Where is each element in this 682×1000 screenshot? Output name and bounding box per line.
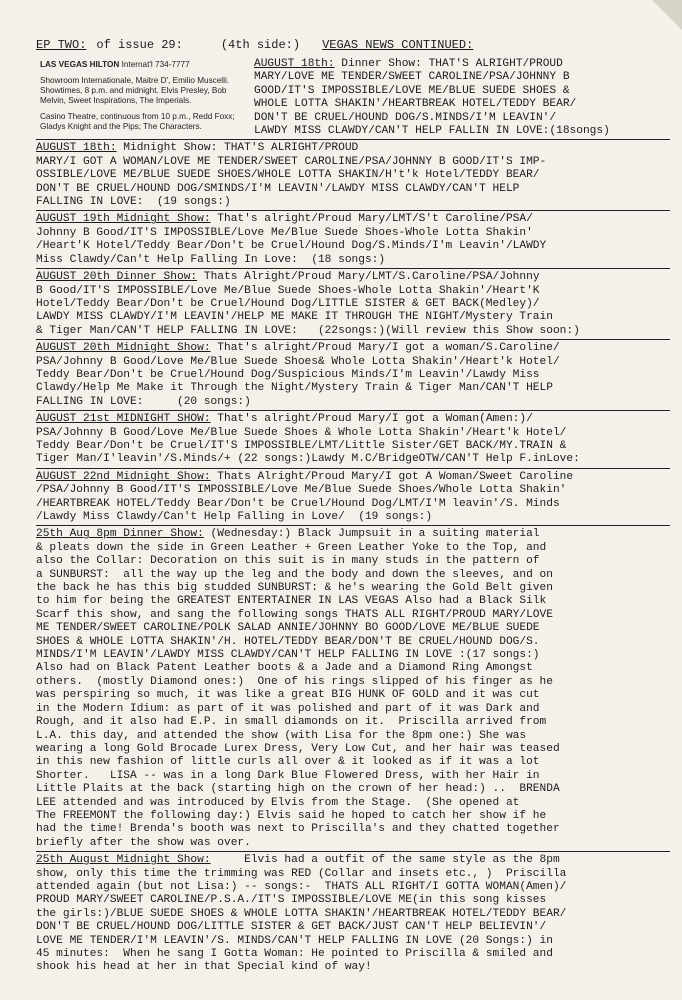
entry-aug25-midnight — [36, 852, 670, 976]
entry-aug18-midnight — [36, 139, 670, 211]
side-label: (4th side:) — [220, 38, 301, 52]
clipping-casino: Casino Theatre, continuous from 10 p.m., Redd Foxx; Gladys Knight and the Pips; The Characters. — [40, 112, 235, 131]
entry-heading: 25th Aug 8pm Dinner Show: — [36, 528, 204, 541]
entry-text: That's alright/Proud Mary/I got a woman/S.Caroline/ PSA/Johnny B Good/Love Me/Blue Suede Shoes& Whole Lotta Shakin'/Heart'k Hotel/ Teddy Bear/Don't be Cruel/Hound Dog/Suspicious Minds/I'm Leavin'/Lawdy Miss Clawdy/Help Me Make it Through the Night/Mystery Train & Tiger Man/CAN'T HELP FALLING IN LOVE: (20 songs:) — [36, 342, 560, 408]
entry-aug22-midnight — [36, 469, 670, 527]
entry-text: Thats Alright/Proud Mary/LMT/S.Caroline/PSA/Johnny B Good/IT'S IMPOSSIBLE/Love Me/Blue Suede Shoes-Whole Lotta Shakin'/Heart'K Hotel/Teddy Bear/Don't be Cruel/Hound Dog/LITTLE SISTER & GET BACK(Medley)/ LAWDY MISS CLAWDY/I'M LEAVIN'/HELP ME MAKE IT THROUGH THE NIGHT/Mystery Train & Tiger Man/CAN'T HELP FALLING IN LOVE: (22songs:)(Will review this Show soon:) — [36, 271, 580, 337]
entry-heading: AUGUST 18th: — [254, 58, 335, 70]
entry-heading: AUGUST 19th Midnight Show: — [36, 213, 211, 226]
entry-text: Dinner Show: THAT'S ALRIGHT/PROUD MARY/LOVE ME TENDER/SWEET CAROLINE/PSA/JOHNNY B GOOD/IT'S IMPOSSIBLE/LOVE ME/BLUE SUEDE SHOES & WHOLE LOTTA SHAKIN'/HEARTBREAK HOTEL/TEDDY BEAR/ DON'T BE CRUEL/HOUND DOG/S.MINDS/I'M LEAVIN'/ LAWDY MISS CLAWDY/CAN'T HELP FALLIN IN LOVE:(18songs) — [254, 58, 610, 138]
entry-heading: AUGUST 21st MIDNIGHT SHOW: — [36, 413, 211, 426]
newspaper-clipping — [40, 60, 246, 139]
entry-heading: AUGUST 22nd Midnight Show: — [36, 470, 211, 483]
entry-aug20-midnight — [36, 340, 670, 411]
clipping-showroom: Showroom Internationale, Maitre D', Emilio Muscelli. Showtimes, 8 p.m. and midnight. Elvis Presley, Bob Melvin, Sweet Inspirations, The Imperials. — [40, 76, 230, 105]
entry-text: Midnight Show: THAT'S ALRIGHT/PROUD MARY/I GOT A WOMAN/LOVE ME TENDER/SWEET CAROLINE/PSA/JOHNNY B GOOD/IT'S IMP- OSSIBLE/LOVE ME/BLUE SUEDE SHOES/WHOLE LOTTA SHAKIN/H't'k Hotel/TEDDY BEAR/ DON'T BE CRUEL/HOUND DOG/SMINDS/I'M LEAVIN'/LAWDY MISS CLAWDY/CAN'T HELP FALLING IN LOVE: (19 songs:) — [36, 142, 547, 209]
clipping-headline-row — [40, 60, 246, 70]
folded-corner — [652, 0, 682, 30]
section-title: VEGAS NEWS CONTINUED: — [322, 38, 474, 52]
ep-label: EP TWO: — [36, 38, 87, 52]
entry-text: That's alright/Proud Mary/LMT/S't Caroline/PSA/ Johnny B Good/IT'S IMPOSSIBLE/Love Me/Blue Suede Shoes-Whole Lotta Shakin' /Heart'K Hotel/Teddy Bear/Don't be Cruel/Hound Dog/S.Minds/I'm Leavin'/LAWDY Miss Clawdy/Can't Help Falling In Love: (18 songs:) — [36, 213, 547, 266]
entry-text: (Wednesday:) Black Jumpsuit in a suiting material & pleats down the side in Green Leather + Green Leather Yoke to the Top, and also the Collar: Decoration on this suit is in many studs in the pattern of a SUNBURST: all the way up the leg and the body and down the sleeves, and on the back he has this big studded SUNBURST: & he's wearing the Gold Belt given to him for being the GREATEST ENTERTAINER IN LAS VEGAS Also had a Black Silk Scarf this show, and sang the following songs THATS ALL RIGHT/PROUD MARY/LOVE ME TENDER/SWEET CAROLINE/POLK SALAD ANNIE/JOHNNY BO GOOD/LOVE ME/BLUE SUEDE SHOES & WHOLE LOTTA SHAKIN'/H. HOTEL/TEDDY BEAR/DON'T BE CRUEL/HOUND DOG/S. MINDS/I'M LEAVIN'/LAWDY MISS CLAWDY/CAN'T HELP FALLING IN LOVE :(17 songs:) Also had on Black Patent Leather boots & a Jade and a Diamond Ring Amongst others. (mostly Diamond ones:) One of his rings slipped of his finger as he was perspiring so much, it was like a great BIG HUNK OF GOLD and it was cut in the Modern Idium: as part of it was polished and part of it was Dark and Rough, and it also had E.P. in small diamonds on it. Priscilla arrived from L.A. this day, and attended the show (with Lisa for the 8pm one:) She was wearing a long Gold Brocade Lurex Dress, Very Low Cut, and her hair was teased in this new fashion of little curls all over & it looked as if it was a lot Shorter. LISA -- was in a long Dark Blue Flowered Dress, with her Hair in Little Plaits at the back (starting high on the crown of her head:) .. BRENDA LEE attended and was introduced by Elvis from the Stage. (She opened at The FREEMONT the following day:) Elvis said he hoped to catch her show if he had the time! Brenda's booth was next to Priscilla's and they chatted together briefly after the show was over. — [36, 528, 560, 849]
entry-aug25-dinner — [36, 526, 670, 852]
entry-text: That's alright/Proud Mary/I got a Woman(Amen:)/ PSA/Johnny B Good/Love Me/Blue Suede Shoes & Whole Lotta Shakin'/Heart'k Hotel/ Teddy Bear/Don't be Cruel/IT'S IMPOSSIBLE/LMT/Little Sister/GET BACK/MY.TRAIN & Tiger Man/I'leavin'/S.Minds/+ (22 songs:)Lawdy M.C/BridgeOTW/CAN'T Help F.inLove: — [36, 413, 580, 466]
issue-label: of issue 29: — [96, 38, 183, 52]
entry-heading: AUGUST 20th Dinner Show: — [36, 271, 198, 284]
clipping-phone: 734-7777 — [155, 60, 190, 69]
entry-text: Elvis had a outfit of the same style as the 8pm show, only this time the trimming was RED (Collar and insets etc., ) Priscilla attended again (but not Lisa:) -- songs:- THATS ALL RIGHT/I GOTTA WOMAN(Amen)/ PROUD MARY/SWEET CAROLINE/P.S.A./IT'S IMPOSSIBLE/LOVE ME(in this song kisses the girls:)/BLUE SUEDE SHOES & WHOLE LOTTA SHAKIN'/HEARTBREAK HOTEL/TEDDY BEAR/ DON'T BE CRUEL/HOUND DOG/LITTLE SISTER & GET BACK/JUST CAN'T HELP BELIEVIN'/ LOVE ME TENDER/I'M LEAVIN'/S. MINDS/CAN'T HELP FALLING IN LOVE (20 Songs:) in 45 minutes: When he sang I Gotta Woman: He pointed to Priscilla & smiled and shook his head at her in that Special kind of way! — [36, 854, 567, 974]
entry-aug21-midnight — [36, 411, 670, 469]
top-section — [36, 52, 670, 139]
entry-heading: AUGUST 20th Midnight Show: — [36, 342, 211, 355]
entry-aug18-dinner — [254, 56, 670, 139]
entry-aug20-dinner — [36, 269, 670, 340]
entry-aug19-midnight — [36, 211, 670, 269]
page-header — [36, 38, 670, 52]
clipping-headline: LAS VEGAS HILTON — [40, 60, 120, 69]
clipping-intl: Internat'l — [121, 60, 153, 69]
entry-heading: 25th August Midnight Show: — [36, 854, 211, 867]
entry-heading: AUGUST 18th: — [36, 142, 117, 155]
entry-text: Thats Alright/Proud Mary/I got A Woman/Sweet Caroline /PSA/Johnny B Good/IT'S IMPOSSIBLE/Love Me/Blue Suede Shoes/Whole Lotta Shakin' /HEARTBREAK HOTEL/Teddy Bear/Don't be Cruel/Hound Dog/LMT/I'M leavin'/S. Minds /Lawdy Miss Clawdy/Can't Help Falling in Love/ (19 songs:) — [36, 470, 574, 523]
